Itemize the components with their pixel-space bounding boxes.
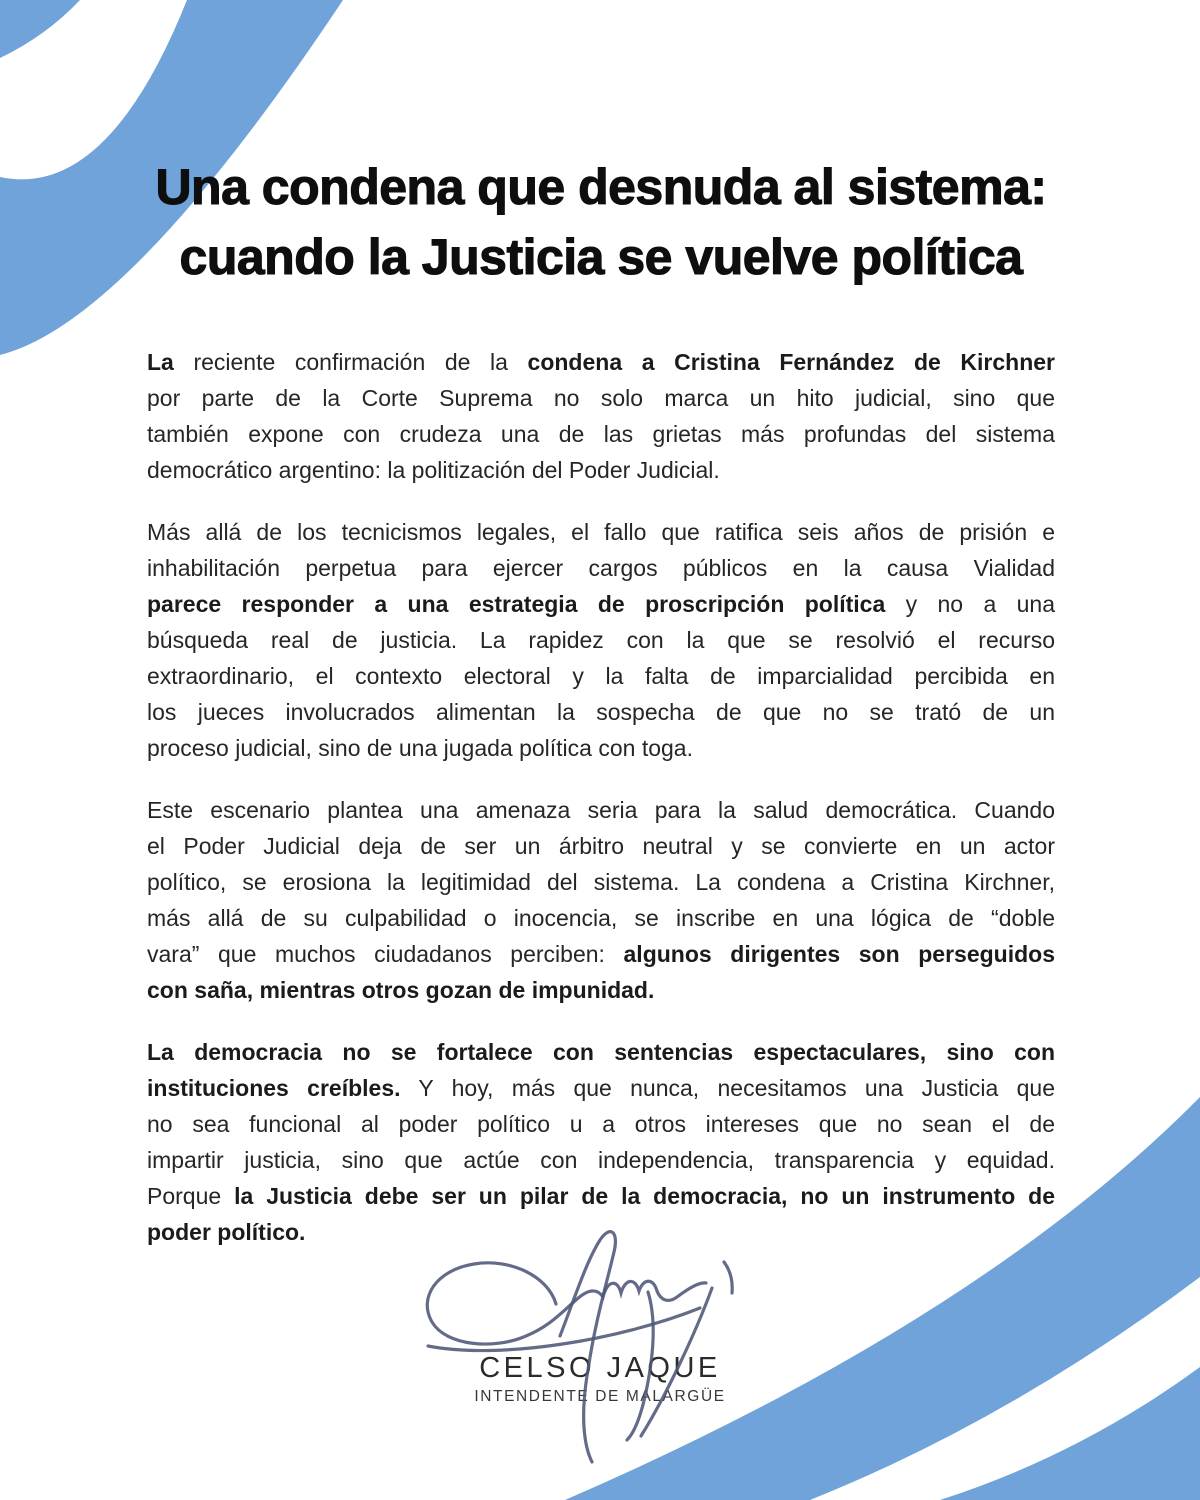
- paragraph-1: [147, 344, 1055, 488]
- text-line: el Poder Judicial deja de ser un árbitro neutral y se convierte en un actor: [147, 833, 1055, 859]
- text-line: Este escenario plantea una amenaza seria para la salud democrática. Cuando: [147, 797, 1055, 823]
- text-line: búsqueda real de justicia. La rapidez con la que se resolvió el recurso: [147, 627, 1055, 653]
- text-line: Más allá de los tecnicismos legales, el fallo que ratifica seis años de prisión e: [147, 519, 1055, 545]
- text-line: los jueces involucrados alimentan la sospecha de que no se trató de un: [147, 699, 1055, 725]
- text-line: también expone con crudeza una de las grietas más profundas del sistema: [147, 421, 1055, 447]
- title-line-1: Una condena que desnuda al sistema:: [155, 159, 1047, 215]
- text-line: democrático argentino: la politización del Poder Judicial.: [147, 457, 720, 483]
- text-line: inhabilitación perpetua para ejercer cargos públicos en la causa Vialidad: [147, 555, 1055, 581]
- text-line: proceso judicial, sino de una jugada política con toga.: [147, 735, 693, 761]
- text-line: instituciones creíbles. Y hoy, más que nunca, necesitamos una Justicia que: [147, 1075, 1055, 1101]
- statement-body: [147, 344, 1055, 1250]
- paragraph-4: [147, 1034, 1055, 1250]
- title-line-2: cuando la Justicia se vuelve política: [179, 229, 1023, 285]
- text-line: extraordinario, el contexto electoral y la falta de imparcialidad percibida en: [147, 663, 1055, 689]
- text-line: La democracia no se fortalece con sentencias espectaculares, sino con: [147, 1039, 1055, 1065]
- text-line: poder político.: [147, 1219, 306, 1245]
- text-line: parece responder a una estrategia de proscripción política y no a una: [147, 591, 1056, 617]
- paragraph-2: [147, 514, 1055, 766]
- signatory-name: CELSO JAQUE: [479, 1352, 721, 1384]
- text-line: Porque la Justicia debe ser un pilar de la democracia, no un instrumento de: [147, 1183, 1056, 1209]
- paragraph-3: [147, 792, 1055, 1008]
- text-line: no sea funcional al poder político u a otros intereses que no sean el de: [147, 1111, 1055, 1137]
- page-title: [147, 152, 1055, 292]
- signatory-role: INTENDENTE DE MALARGÜE: [474, 1388, 726, 1405]
- text-line: por parte de la Corte Suprema no solo marca un hito judicial, sino que: [147, 385, 1055, 411]
- text-line: impartir justicia, sino que actúe con independencia, transparencia y equidad.: [147, 1147, 1055, 1173]
- text-line: vara” que muchos ciudadanos perciben: algunos dirigentes son perseguidos: [147, 941, 1055, 967]
- text-line: La reciente confirmación de la condena a Cristina Fernández de Kirchner: [147, 349, 1055, 375]
- text-line: más allá de su culpabilidad o inocencia, se inscribe en una lógica de “doble: [147, 905, 1055, 931]
- text-line: político, se erosiona la legitimidad del sistema. La condena a Cristina Kirchner,: [147, 869, 1055, 895]
- text-line: con saña, mientras otros gozan de impunidad.: [147, 977, 655, 1003]
